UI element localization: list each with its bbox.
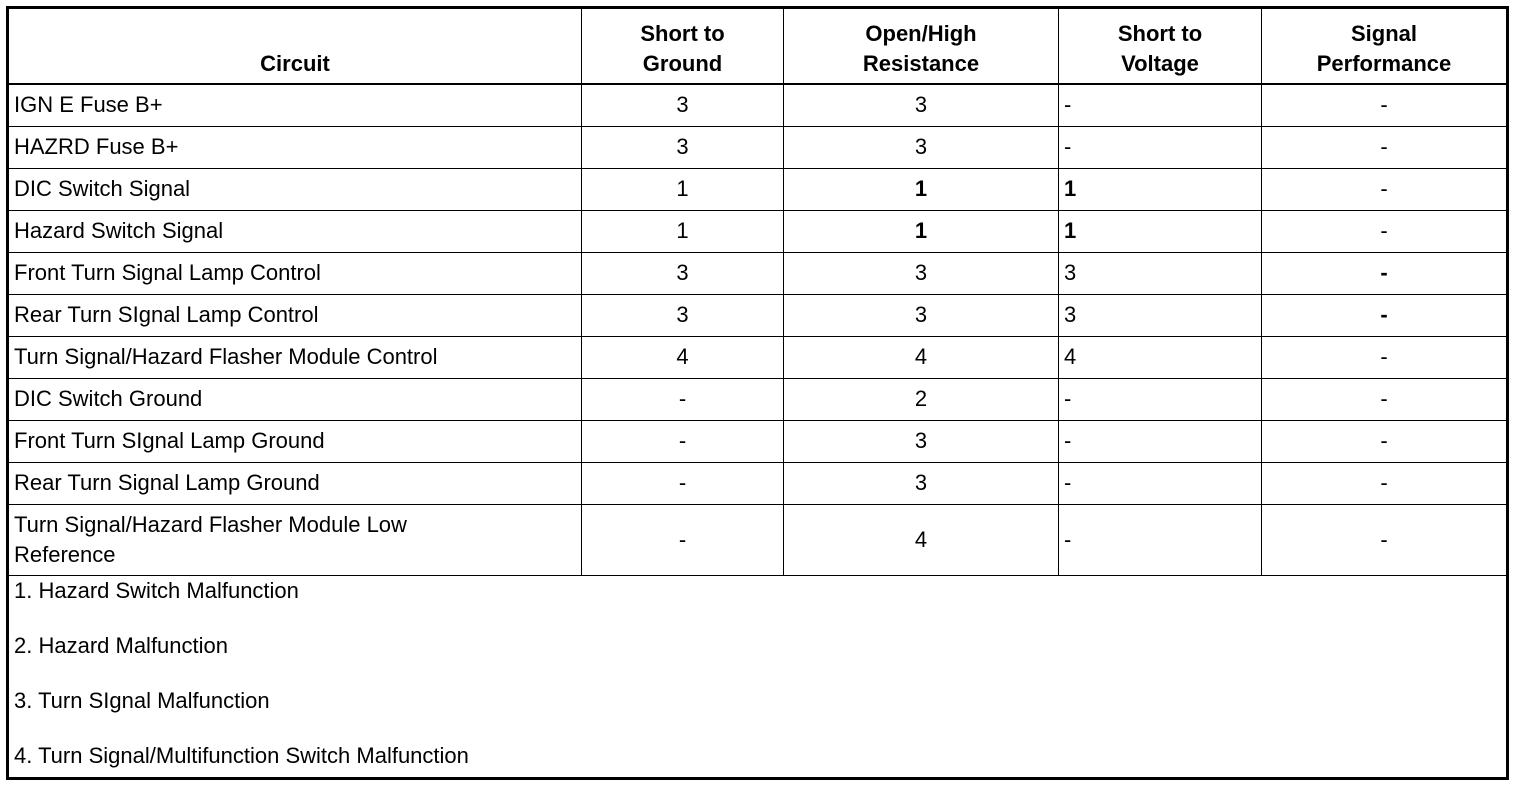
- table-row: [8, 462, 1508, 504]
- short-to-ground-value: 1: [582, 168, 784, 210]
- table-row: [8, 378, 1508, 420]
- open-high-resistance-value: 2: [784, 378, 1059, 420]
- short-to-ground-value: -: [582, 462, 784, 504]
- circuit-name: Turn Signal/Hazard Flasher Module Control: [8, 336, 582, 378]
- signal-performance-value: -: [1262, 378, 1508, 420]
- circuit-name: Hazard Switch Signal: [8, 210, 582, 252]
- short-to-voltage-value: -: [1059, 126, 1262, 168]
- circuit-name: DIC Switch Signal: [8, 168, 582, 210]
- note-item: 4. Turn Signal/Multifunction Switch Malfunction: [14, 742, 469, 768]
- table-row: [8, 420, 1508, 462]
- short-to-ground-value: 4: [582, 336, 784, 378]
- signal-performance-value: -: [1262, 420, 1508, 462]
- open-high-resistance-value: 4: [784, 336, 1059, 378]
- open-high-resistance-value: 3: [784, 252, 1059, 294]
- short-to-ground-value: 3: [582, 294, 784, 336]
- circuit-name: Turn Signal/Hazard Flasher Module Low Reference: [8, 504, 582, 575]
- short-to-ground-value: 3: [582, 252, 784, 294]
- note-item: 1. Hazard Switch Malfunction: [14, 577, 299, 603]
- header-signal-performance: Signal Performance: [1262, 8, 1508, 85]
- circuit-name: DIC Switch Ground: [8, 378, 582, 420]
- short-to-voltage-value: -: [1059, 420, 1262, 462]
- short-to-voltage-value: 3: [1059, 294, 1262, 336]
- table-row: [8, 252, 1508, 294]
- short-to-ground-value: 3: [582, 84, 784, 126]
- signal-performance-value: -: [1262, 210, 1508, 252]
- short-to-ground-value: -: [582, 504, 784, 575]
- short-to-ground-value: 3: [582, 126, 784, 168]
- table-row: [8, 294, 1508, 336]
- circuit-name: Rear Turn Signal Lamp Ground: [8, 462, 582, 504]
- header-short-to-ground: Short to Ground: [582, 8, 784, 85]
- header-row: [8, 8, 1508, 85]
- signal-performance-value: -: [1262, 84, 1508, 126]
- signal-performance-value: -: [1262, 252, 1508, 294]
- signal-performance-value: -: [1262, 168, 1508, 210]
- signal-performance-value: -: [1262, 294, 1508, 336]
- table-row: [8, 336, 1508, 378]
- short-to-voltage-value: 1: [1059, 210, 1262, 252]
- table-row: [8, 84, 1508, 126]
- note-item: 2. Hazard Malfunction: [14, 632, 228, 658]
- open-high-resistance-value: 1: [784, 210, 1059, 252]
- circuit-name: Rear Turn SIgnal Lamp Control: [8, 294, 582, 336]
- short-to-voltage-value: -: [1059, 84, 1262, 126]
- circuit-name: Front Turn SIgnal Lamp Ground: [8, 420, 582, 462]
- table-row: [8, 168, 1508, 210]
- signal-performance-value: -: [1262, 504, 1508, 575]
- note-item: 3. Turn SIgnal Malfunction: [14, 687, 270, 713]
- header-short-to-voltage: Short to Voltage: [1059, 8, 1262, 85]
- open-high-resistance-value: 3: [784, 126, 1059, 168]
- table-row: [8, 210, 1508, 252]
- open-high-resistance-value: 3: [784, 420, 1059, 462]
- open-high-resistance-value: 3: [784, 294, 1059, 336]
- notes-row: [8, 575, 1508, 778]
- header-circuit: Circuit: [8, 8, 582, 85]
- short-to-voltage-value: -: [1059, 504, 1262, 575]
- short-to-ground-value: -: [582, 420, 784, 462]
- open-high-resistance-value: 1: [784, 168, 1059, 210]
- short-to-voltage-value: 1: [1059, 168, 1262, 210]
- open-high-resistance-value: 3: [784, 84, 1059, 126]
- circuit-name: Front Turn Signal Lamp Control: [8, 252, 582, 294]
- signal-performance-value: -: [1262, 336, 1508, 378]
- circuit-name: HAZRD Fuse B+: [8, 126, 582, 168]
- short-to-voltage-value: 3: [1059, 252, 1262, 294]
- header-open-high-resistance: Open/High Resistance: [784, 8, 1059, 85]
- open-high-resistance-value: 3: [784, 462, 1059, 504]
- short-to-voltage-value: -: [1059, 378, 1262, 420]
- short-to-voltage-value: -: [1059, 462, 1262, 504]
- signal-performance-value: -: [1262, 126, 1508, 168]
- circuit-diagnostic-table: [6, 6, 1509, 780]
- circuit-name: IGN E Fuse B+: [8, 84, 582, 126]
- notes-cell: [8, 575, 1508, 778]
- table-row: [8, 126, 1508, 168]
- short-to-voltage-value: 4: [1059, 336, 1262, 378]
- short-to-ground-value: -: [582, 378, 784, 420]
- table-row: [8, 504, 1508, 575]
- signal-performance-value: -: [1262, 462, 1508, 504]
- open-high-resistance-value: 4: [784, 504, 1059, 575]
- short-to-ground-value: 1: [582, 210, 784, 252]
